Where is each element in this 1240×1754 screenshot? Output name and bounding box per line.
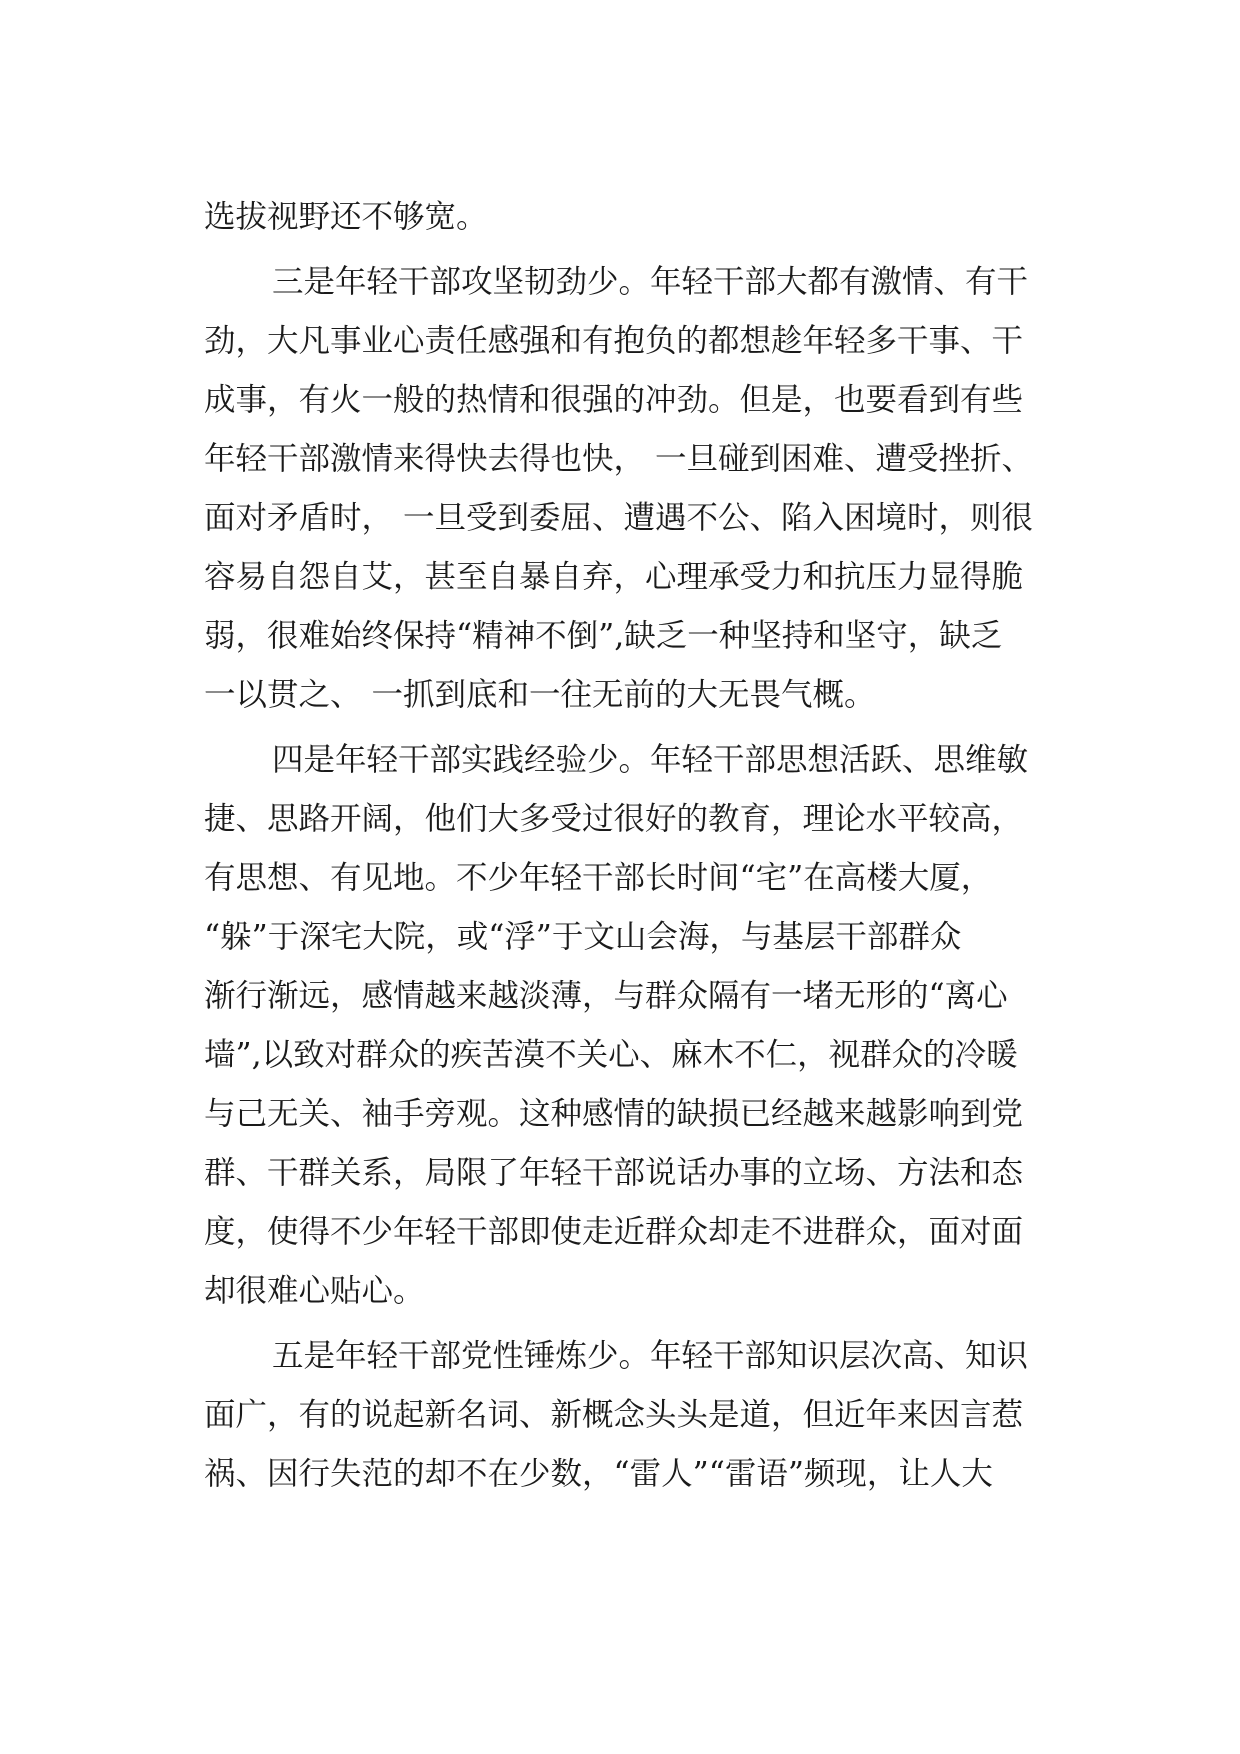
text-line: 度，使得不少年轻干部即使走近群众却走不进群众，面对面 <box>204 1214 1024 1250</box>
text-line: 容易自怨自艾，甚至自暴自弃，心理承受力和抗压力显得脆 <box>204 559 1024 595</box>
text-line: 祸、因行失范的却不在少数，“雷人”“雷语”频现，让人大 <box>204 1456 993 1492</box>
text-line: 渐行渐远，感情越来越淡薄，与群众隔有一堵无形的“离心 <box>204 978 1008 1014</box>
text-line: 劲，大凡事业心责任感强和有抱负的都想趁年轻多干事、干 <box>204 323 1024 359</box>
text-line: 成事，有火一般的热情和很强的冲劲。但是，也要看到有些 <box>204 382 1024 418</box>
text-line: 面对矛盾时， 一旦受到委屈、遭遇不公、陷入困境时，则很 <box>204 500 1034 536</box>
paragraph-first-line: 五是年轻干部党性锤炼少。年轻干部知识层次高、知识 <box>272 1338 1029 1374</box>
text-line: 却很难心贴心。 <box>204 1273 425 1309</box>
text-line: 与己无关、袖手旁观。这种感情的缺损已经越来越影响到党 <box>204 1096 1024 1132</box>
paragraph-first-line: 三是年轻干部攻坚韧劲少。年轻干部大都有激情、有干 <box>272 264 1029 300</box>
text-line: 墙”,以致对群众的疾苦漠不关心、麻木不仁，视群众的冷暖 <box>204 1037 1018 1073</box>
text-line: 捷、思路开阔，他们大多受过很好的教育，理论水平较高， <box>204 801 1024 837</box>
text-line: 选拔视野还不够宽。 <box>204 199 488 235</box>
text-line: “躲”于深宅大院，或“浮”于文山会海，与基层干部群众 <box>204 919 962 955</box>
text-line: 群、干群关系，局限了年轻干部说话办事的立场、方法和态 <box>204 1155 1024 1191</box>
text-line: 有思想、有见地。不少年轻干部长时间“宅”在高楼大厦， <box>204 860 993 896</box>
paragraph-first-line: 四是年轻干部实践经验少。年轻干部思想活跃、思维敏 <box>272 742 1029 778</box>
text-line: 一以贯之、 一抓到底和一往无前的大无畏气概。 <box>204 677 876 713</box>
text-line: 年轻干部激情来得快去得也快， 一旦碰到困难、遭受挫折、 <box>204 441 1034 477</box>
text-line: 面广，有的说起新名词、新概念头头是道，但近年来因言惹 <box>204 1397 1024 1433</box>
text-line: 弱，很难始终保持“精神不倒”,缺乏一种坚持和坚守，缺乏 <box>204 618 1003 654</box>
